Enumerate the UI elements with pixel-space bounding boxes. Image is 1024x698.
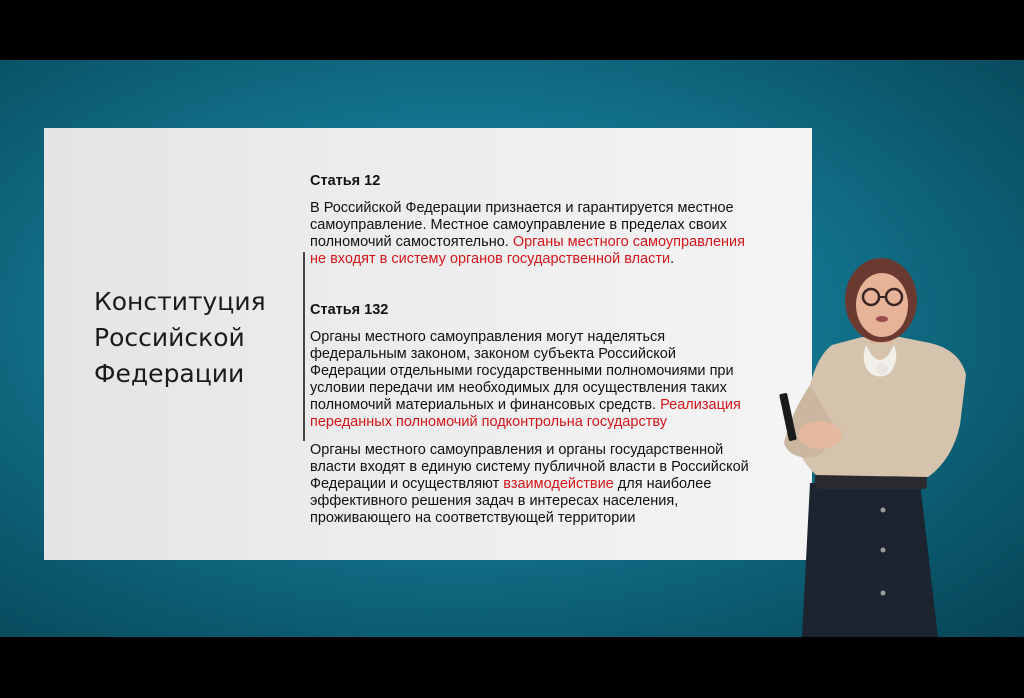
text-line: проживающего на соответствующей территории bbox=[310, 510, 636, 526]
text-line: Органы местного самоуправления могут наделяться bbox=[310, 329, 666, 345]
highlight-text: взаимодействие bbox=[503, 476, 614, 492]
slide-title-line: Российской bbox=[94, 323, 245, 352]
letterbox-bottom bbox=[0, 637, 1024, 698]
text-line: эффективного решения задач в интересах населения, bbox=[310, 493, 679, 509]
text-run: полномочий самостоятельно. bbox=[310, 234, 509, 250]
text-line: Органы местного самоуправления и органы государственной bbox=[310, 442, 724, 458]
text-line bbox=[310, 234, 812, 251]
text-line: власти входят в единую систему публичной власти в Российской bbox=[310, 459, 749, 475]
text-run: Федерации и осуществляют bbox=[310, 476, 500, 492]
article-132-paragraph-1 bbox=[310, 329, 812, 431]
highlight-text: Органы местного самоуправления bbox=[512, 234, 745, 250]
text-line bbox=[310, 397, 812, 414]
highlight-text: Реализация bbox=[660, 397, 741, 413]
presenter-figure bbox=[770, 245, 980, 637]
text-line bbox=[310, 476, 812, 493]
article-132-paragraph-2 bbox=[310, 442, 812, 527]
text-run: полномочий материальных и финансовых средств. bbox=[310, 397, 657, 413]
text-line: федеральным законом, законом субъекта Российской bbox=[310, 346, 676, 362]
text-line: Федерации отдельными государственными полномочиями при bbox=[310, 363, 734, 379]
text-run: . bbox=[670, 251, 675, 267]
text-line: самоуправление. Местное самоуправление в пределах своих bbox=[310, 217, 727, 233]
article-132-heading: Статья 132 bbox=[310, 302, 389, 318]
presentation-slide bbox=[44, 128, 812, 560]
slide-divider bbox=[303, 252, 305, 441]
highlight-text: не входят в систему органов государственной власти bbox=[310, 251, 671, 267]
text-run: для наиболее bbox=[617, 476, 712, 492]
slide-title bbox=[94, 284, 304, 392]
slide-title-line: Федерации bbox=[94, 359, 245, 388]
text-line: условии передачи им необходимых для осуществления таких bbox=[310, 380, 727, 396]
slide-title-line: Конституция bbox=[94, 287, 266, 316]
text-line bbox=[310, 251, 812, 268]
article-12-text bbox=[310, 200, 812, 268]
text-line: В Российской Федерации признается и гарантируется местное bbox=[310, 200, 734, 216]
letterbox-top bbox=[0, 0, 1024, 60]
highlight-text: переданных полномочий подконтрольна государству bbox=[310, 414, 667, 430]
article-12-heading: Статья 12 bbox=[310, 173, 381, 189]
